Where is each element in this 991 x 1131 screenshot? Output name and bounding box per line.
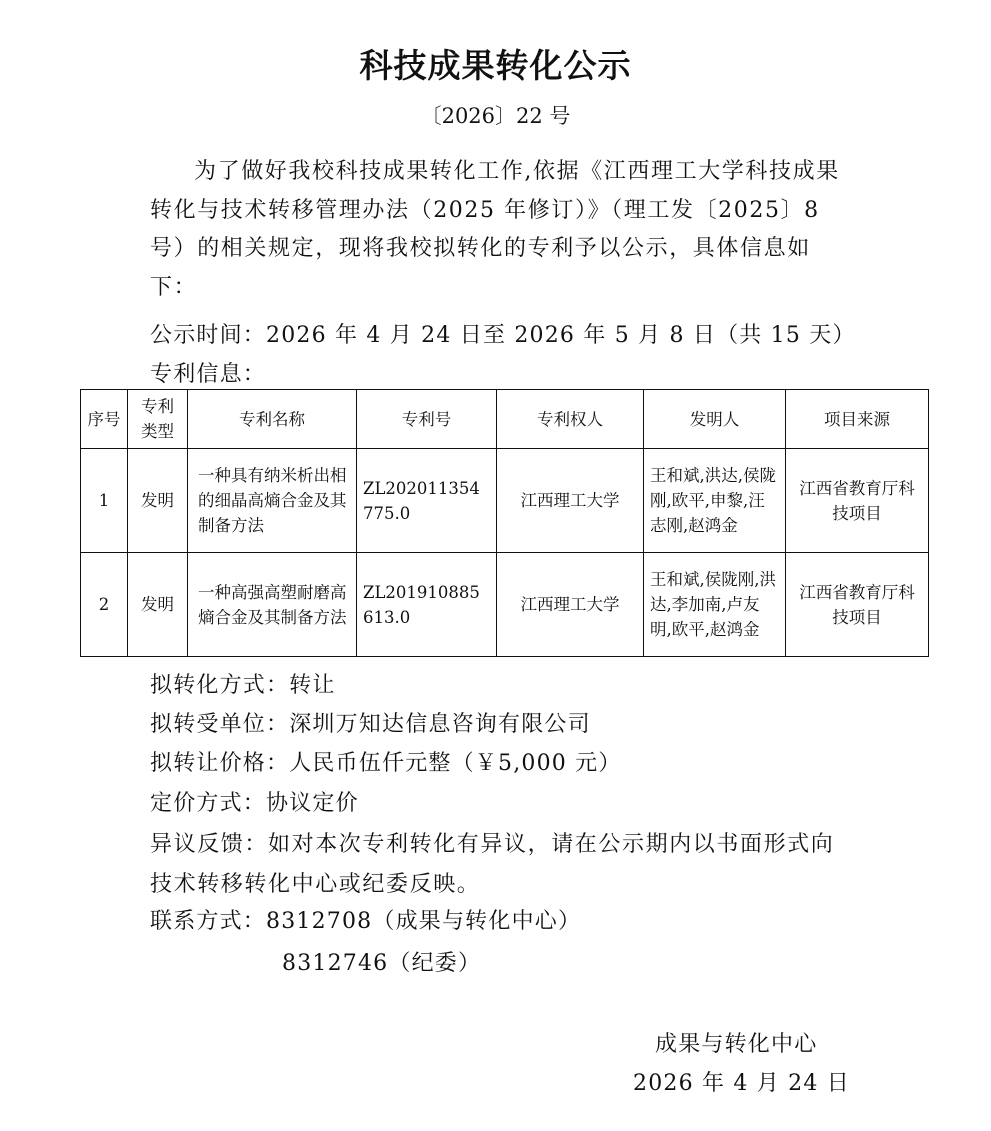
- cell-source: 江西省教育厅科技项目: [786, 449, 929, 553]
- contact-1: 联系方式：8312708（成果与转化中心）: [150, 909, 582, 934]
- cell-type: 发明: [128, 553, 188, 657]
- cell-name: 一种具有纳米析出相的细晶高熵合金及其制备方法: [188, 449, 357, 553]
- contact-2: 8312746（纪委）: [282, 951, 482, 976]
- table-header-row: [81, 390, 929, 449]
- cell-number: ZL202011354775.0: [357, 449, 497, 553]
- col-header-type: 专利类型: [128, 390, 188, 449]
- col-header-owner: 专利权人: [497, 390, 644, 449]
- transfer-price: 拟转让价格：人民币伍仟元整（￥5,000 元）: [150, 751, 622, 776]
- patent-table: [80, 389, 929, 657]
- table-row: [81, 449, 929, 553]
- cell-inventors: 王和斌,侯陇刚,洪达,李加南,卢友明,欧平,赵鸿金: [644, 553, 786, 657]
- table-row: [81, 553, 929, 657]
- cell-no: 2: [81, 553, 128, 657]
- cell-name: 一种高强高塑耐磨高熵合金及其制备方法: [188, 553, 357, 657]
- publicity-period: 公示时间：2026 年 4 月 24 日至 2026 年 5 月 8 日（共 15 天）: [150, 323, 856, 348]
- col-header-source: 项目来源: [786, 390, 929, 449]
- document-number: 〔2026〕22 号: [420, 104, 571, 128]
- col-header-no: 序号: [81, 390, 128, 449]
- cell-owner: 江西理工大学: [497, 553, 644, 657]
- cell-no: 1: [81, 449, 128, 553]
- pricing-method: 定价方式：协议定价: [150, 791, 359, 816]
- signature-org: 成果与转化中心: [655, 1032, 818, 1057]
- col-header-name: 专利名称: [188, 390, 357, 449]
- transfer-method: 拟转化方式：转让: [150, 673, 336, 698]
- transferee: 拟转受单位：深圳万知达信息咨询有限公司: [150, 712, 591, 737]
- intro-paragraph: 为了做好我校科技成果转化工作,依据《江西理工大学科技成果转化与技术转移管理办法（2025 年修订）》（理工发〔2025〕8 号）的相关规定，现将我校拟转化的专利予以公示，具体信息如下：: [150, 159, 840, 300]
- notice-title: 科技成果转化公示: [359, 46, 632, 85]
- cell-inventors: 王和斌,洪达,侯陇刚,欧平,申黎,汪志刚,赵鸿金: [644, 449, 786, 553]
- patent-info-label: 专利信息：: [150, 362, 267, 387]
- cell-source: 江西省教育厅科技项目: [786, 553, 929, 657]
- signature-date: 2026 年 4 月 24 日: [633, 1071, 850, 1096]
- col-header-inventors: 发明人: [644, 390, 786, 449]
- cell-type: 发明: [128, 449, 188, 553]
- objection-feedback: 异议反馈：如对本次专利转化有异议，请在公示期内以书面形式向技术转移转化中心或纪委反映。: [150, 832, 835, 897]
- cell-number: ZL201910885613.0: [357, 553, 497, 657]
- col-header-number: 专利号: [357, 390, 497, 449]
- cell-owner: 江西理工大学: [497, 449, 644, 553]
